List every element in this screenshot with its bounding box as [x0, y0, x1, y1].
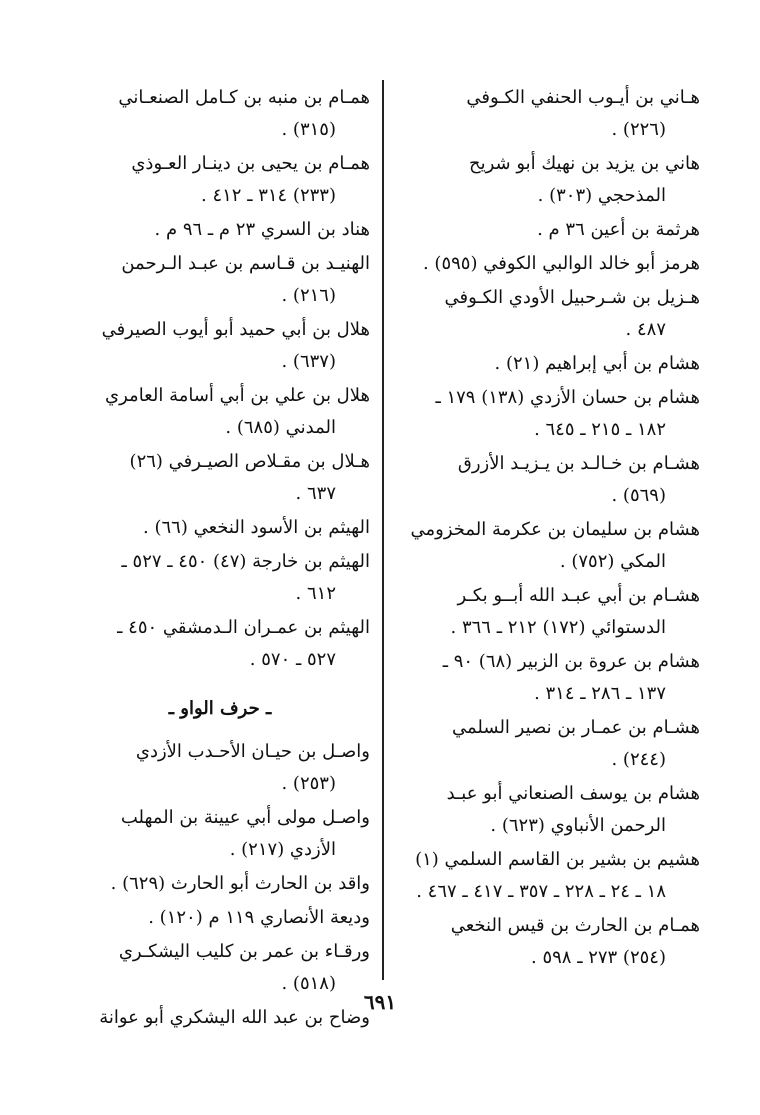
index-entry: هشام بن حسان الأزدي (١٣٨) ١٧٩ ـ ١٨٢ ـ ٢١٥ ـ ٦٤٥ .	[435, 387, 700, 440]
index-entry: واصـل بن حيـان الأحـدب الأزدي (٢٥٣) .	[135, 741, 370, 794]
index-entry: واقد بن الحارث أبو الحارث (٦٢٩) .	[110, 873, 370, 894]
index-entry: هاني بن يزيد بن نهيك أبو شريح المذحجي (٣٠٣) .	[468, 153, 700, 206]
index-entry: هشام بن أبي إبراهيم (٢١) .	[494, 353, 700, 374]
index-entry: هلال بن أبي حميد أبو أيوب الصيرفي (٦٣٧) .	[101, 319, 370, 372]
index-entry: وضاح بن عبد الله اليشكري أبو عوانة	[99, 1007, 370, 1028]
index-entry: هرمز أبو خالد الوالبي الكوفي (٥٩٥) .	[422, 253, 700, 274]
index-entry: واصـل مولى أبي عيينة بن المهلب الأزدي (٢١٧) .	[120, 807, 370, 860]
index-entry: هشـام بن عمـار بن نصير السلمي (٢٤٤) .	[452, 717, 700, 770]
index-entry: هلال بن علي بن أبي أسامة العامري المدني (٦٨٥) .	[105, 385, 370, 438]
index-entry: هرثمة بن أعين ٣٦ م .	[537, 219, 700, 240]
page-number: ٦٩١	[363, 990, 397, 1014]
index-entry: هـزيل بن شـرحبيل الأودي الكـوفي ٤٨٧ .	[444, 287, 700, 340]
index-entry: ورقـاء بن عمر بن كليب اليشكـري (٥١٨) .	[118, 941, 370, 994]
index-entry: هشيم بن بشير بن القاسم السلمي (١) ١٨ ـ ٢٤ ـ ٢٢٨ ـ ٣٥٧ ـ ٤١٧ ـ ٤٦٧ .	[415, 849, 700, 902]
index-entry: هشـام بن خـالـد بن يـزيـد الأزرق (٥٦٩) .	[457, 453, 700, 506]
section-heading: ـ حرف الواو ـ	[168, 698, 272, 719]
left-column	[70, 82, 370, 1036]
index-entry: الهيثم بن خارجة (٤٧) ٤٥٠ ـ ٥٢٧ ـ ٦١٢ .	[121, 551, 370, 604]
index-entry: الهنيـد بن قـاسم بن عبـد الـرحمن (٢١٦) .	[121, 253, 370, 306]
index-entry: هشـام بن أبي عبـد الله أبــو بكـر الدستوائي (١٧٢) ٢١٢ ـ ٣٦٦ .	[450, 585, 700, 638]
index-entry: الهيثم بن عمـران الـدمشقي ٤٥٠ ـ ٥٢٧ ـ ٥٧٠ .	[117, 617, 370, 670]
index-entry: وديعة الأنصاري ١١٩ م (١٢٠) .	[148, 907, 370, 928]
index-entry: هـاني بن أيـوب الحنفي الكـوفي (٢٢٦) .	[466, 87, 700, 140]
column-divider	[382, 80, 384, 980]
index-entry: هـلال بن مقـلاص الصيـرفي (٢٦) ٦٣٧ .	[129, 451, 370, 504]
index-entry: همـام بن منبه بن كـامل الصنعـاني (٣١٥) .	[118, 87, 370, 140]
index-entry: هشام بن يوسف الصنعاني أبو عبـد الرحمن الأنباوي (٦٢٣) .	[446, 783, 700, 836]
index-entry: همـام بن الحارث بن قيس النخعي (٢٥٤) ٢٧٣ ـ ٥٩٨ .	[450, 915, 700, 968]
index-entry: هشام بن سليمان بن عكرمة المخزومي المكي (٧٥٢) .	[410, 519, 700, 572]
index-entry: الهيثم بن الأسود النخعي (٦٦) .	[143, 517, 370, 538]
index-entry: هناد بن السري ٢٣ م ـ ٩٦ م .	[154, 219, 370, 240]
right-column	[400, 82, 700, 976]
index-entry: هشام بن عروة بن الزبير (٦٨) ٩٠ ـ ١٣٧ ـ ٢٨٦ ـ ٣١٤ .	[442, 651, 700, 704]
index-entry: همـام بن يحيى بن دينـار العـوذي (٢٣٣) ٣١٤ ـ ٤١٢ .	[131, 153, 370, 206]
